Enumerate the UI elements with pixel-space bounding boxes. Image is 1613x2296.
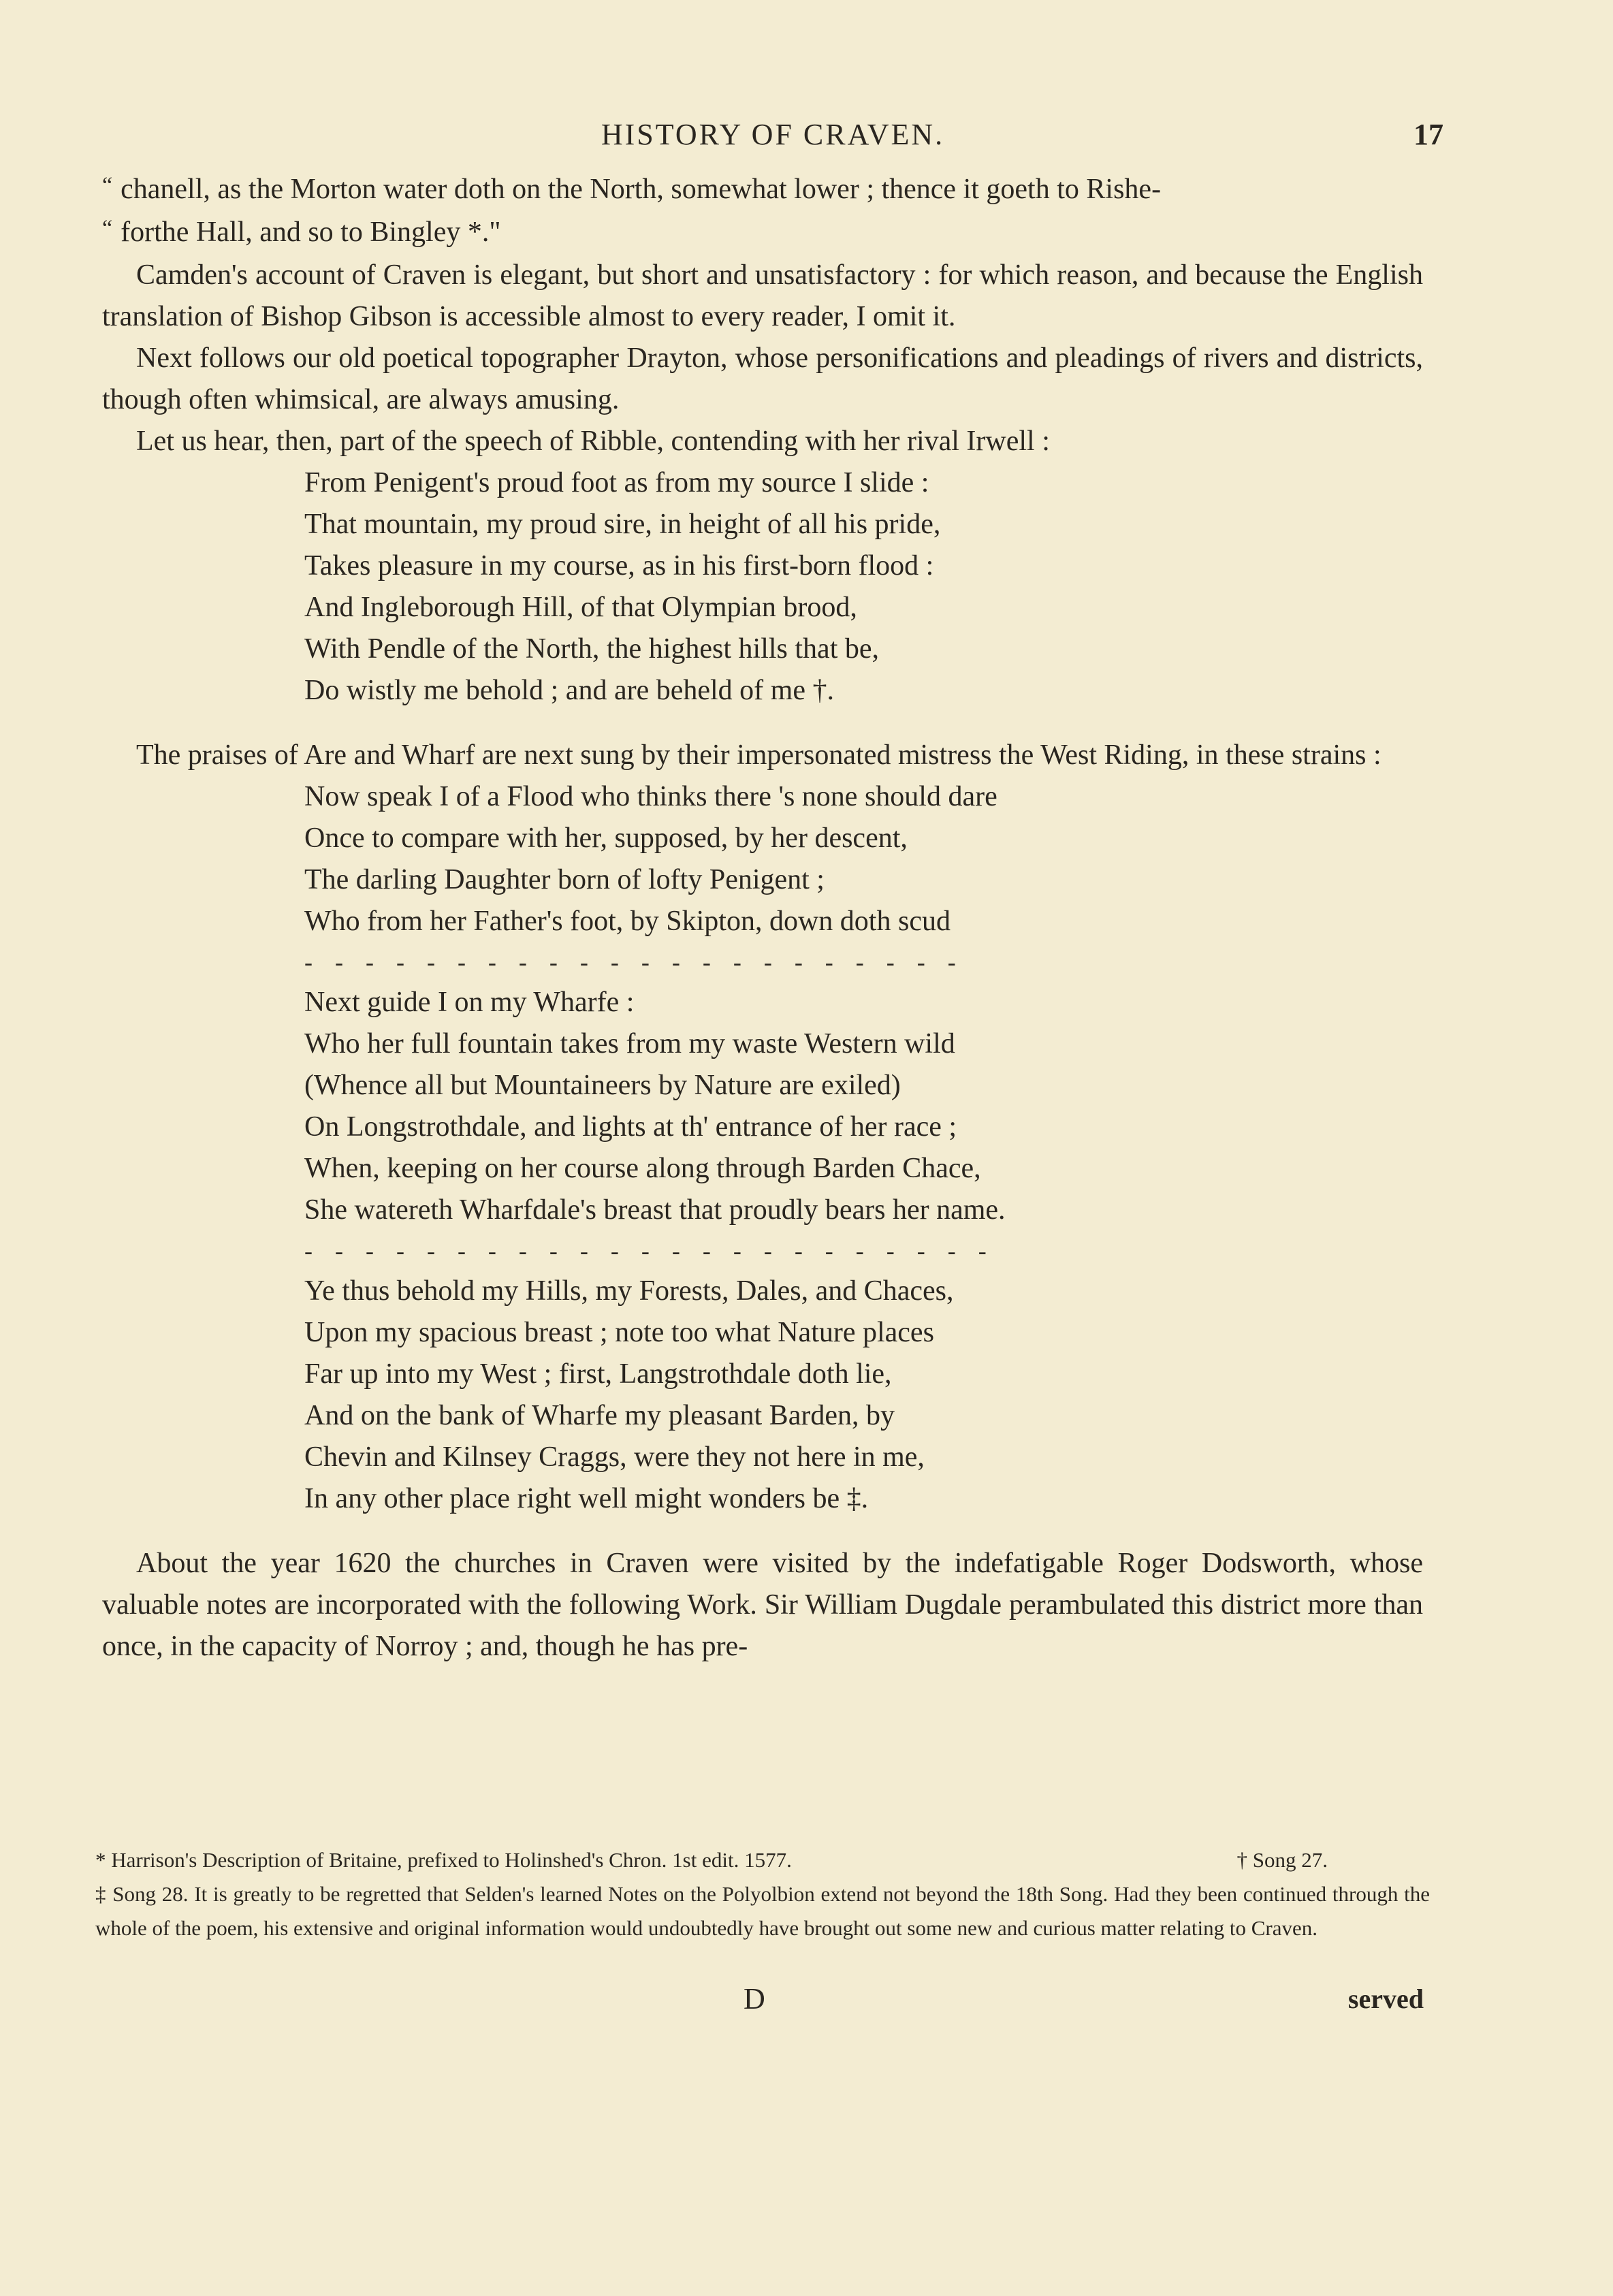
footnote-1: [95, 1843, 1430, 1877]
verse-hills: [304, 1271, 1423, 1520]
verse-line: Do wistly me behold ; and are beheld of me †.: [304, 675, 834, 706]
verse-line: And on the bank of Wharfe my pleasant Barden, by: [304, 1400, 895, 1431]
verse-line: (Whence all but Mountaineers by Nature are exiled): [304, 1070, 901, 1101]
omission-dashes: - - - - - - - - - - - - - - - - - - - - - -: [304, 948, 964, 976]
paragraph-drayton: Next follows our old poetical topographer Drayton, whose personifications and pleadings of rivers and districts, though often whimsical, are always amusing.: [102, 342, 1423, 415]
verse-line: Who her full fountain takes from my waste Western wild: [304, 1028, 955, 1059]
quoted-line-2: “ forthe Hall, and so to Bingley *.": [102, 212, 1423, 255]
verse-line: She watereth Wharfdale's breast that proudly bears her name.: [304, 1194, 1006, 1226]
quoted-line-1: “ chanell, as the Morton water doth on the North, somewhat lower ; thence it goeth to Rishe-: [102, 169, 1423, 212]
verse-line: Next guide I on my Wharfe :: [304, 987, 635, 1018]
verse-line: Takes pleasure in my course, as in his first-born flood :: [304, 550, 934, 581]
omission-dashes: - - - - - - - - - - - - - - - - - - - - - - -: [304, 1237, 995, 1264]
paragraph-dodsworth: About the year 1620 the churches in Craven were visited by the indefatigable Roger Dodsworth, whose valuable notes are incorporated with the following Work. Sir William Dugdale perambulated this district more than once, in the capacity of Norroy ; and, though he has pre-: [102, 1548, 1423, 1662]
running-title: HISTORY OF CRAVEN.: [601, 118, 945, 151]
verse-line: From Penigent's proud foot as from my source I slide :: [304, 467, 929, 498]
paragraph-west-riding: The praises of Are and Wharf are next sung by their impersonated mistress the West Riding, in these strains :: [136, 739, 1382, 771]
verse-line: That mountain, my proud sire, in height of all his pride,: [304, 509, 941, 540]
verse-line: And Ingleborough Hill, of that Olympian brood,: [304, 592, 857, 623]
verse-ribble: [304, 462, 1423, 712]
verse-line: Far up into my West ; first, Langstrothdale doth lie,: [304, 1358, 892, 1390]
verse-line: On Longstrothdale, and lights at th' entrance of her race ;: [304, 1111, 957, 1143]
verse-line: When, keeping on her course along through Barden Chace,: [304, 1153, 981, 1184]
verse-line: Who from her Father's foot, by Skipton, down doth scud: [304, 906, 951, 937]
verse-wharfe: [304, 982, 1423, 1231]
verse-line: Chevin and Kilnsey Craggs, were they not here in me,: [304, 1441, 925, 1473]
verse-line: Upon my spacious breast ; note too what Nature places: [304, 1317, 934, 1348]
main-text: [102, 169, 1423, 1668]
verse-line: Ye thus behold my Hills, my Forests, Dales, and Chaces,: [304, 1275, 954, 1307]
footnote-song-27: † Song 27.: [1236, 1848, 1328, 1872]
verse-line: With Pendle of the North, the highest hills that be,: [304, 633, 879, 665]
verse-line: Now speak I of a Flood who thinks there 's none should dare: [304, 781, 997, 812]
verse-line: In any other place right well might wonders be ‡.: [304, 1483, 869, 1514]
catchword: served: [1347, 1983, 1424, 2014]
footnote-song-28: ‡ Song 28. It is greatly to be regretted that Selden's learned Notes on the Polyolbion extend not beyond the 18th Song. Had they been continued through the whole of the poem, his extensive and original information would undoubtedly have brought out some new and curious matter relating to Craven.: [95, 1882, 1430, 1940]
footnote-harrison: * Harrison's Description of Britaine, prefixed to Holinshed's Chron. 1st edit. 1577.: [95, 1848, 792, 1872]
paragraph-camden: Camden's account of Craven is elegant, but short and unsatisfactory : for which reason, and because the English translation of Bishop Gibson is accessible almost to every reader, I omit it.: [102, 259, 1423, 332]
verse-line: Once to compare with her, supposed, by her descent,: [304, 823, 908, 854]
running-header: [102, 117, 1443, 158]
verse-line: The darling Daughter born of lofty Penigent ;: [304, 864, 825, 895]
paragraph-ribble: Let us hear, then, part of the speech of Ribble, contending with her rival Irwell :: [136, 426, 1050, 457]
verse-are: [304, 776, 1423, 942]
page-number: 17: [1414, 118, 1443, 151]
signature-mark: D: [744, 1982, 765, 2015]
footnotes: [95, 1843, 1430, 1945]
